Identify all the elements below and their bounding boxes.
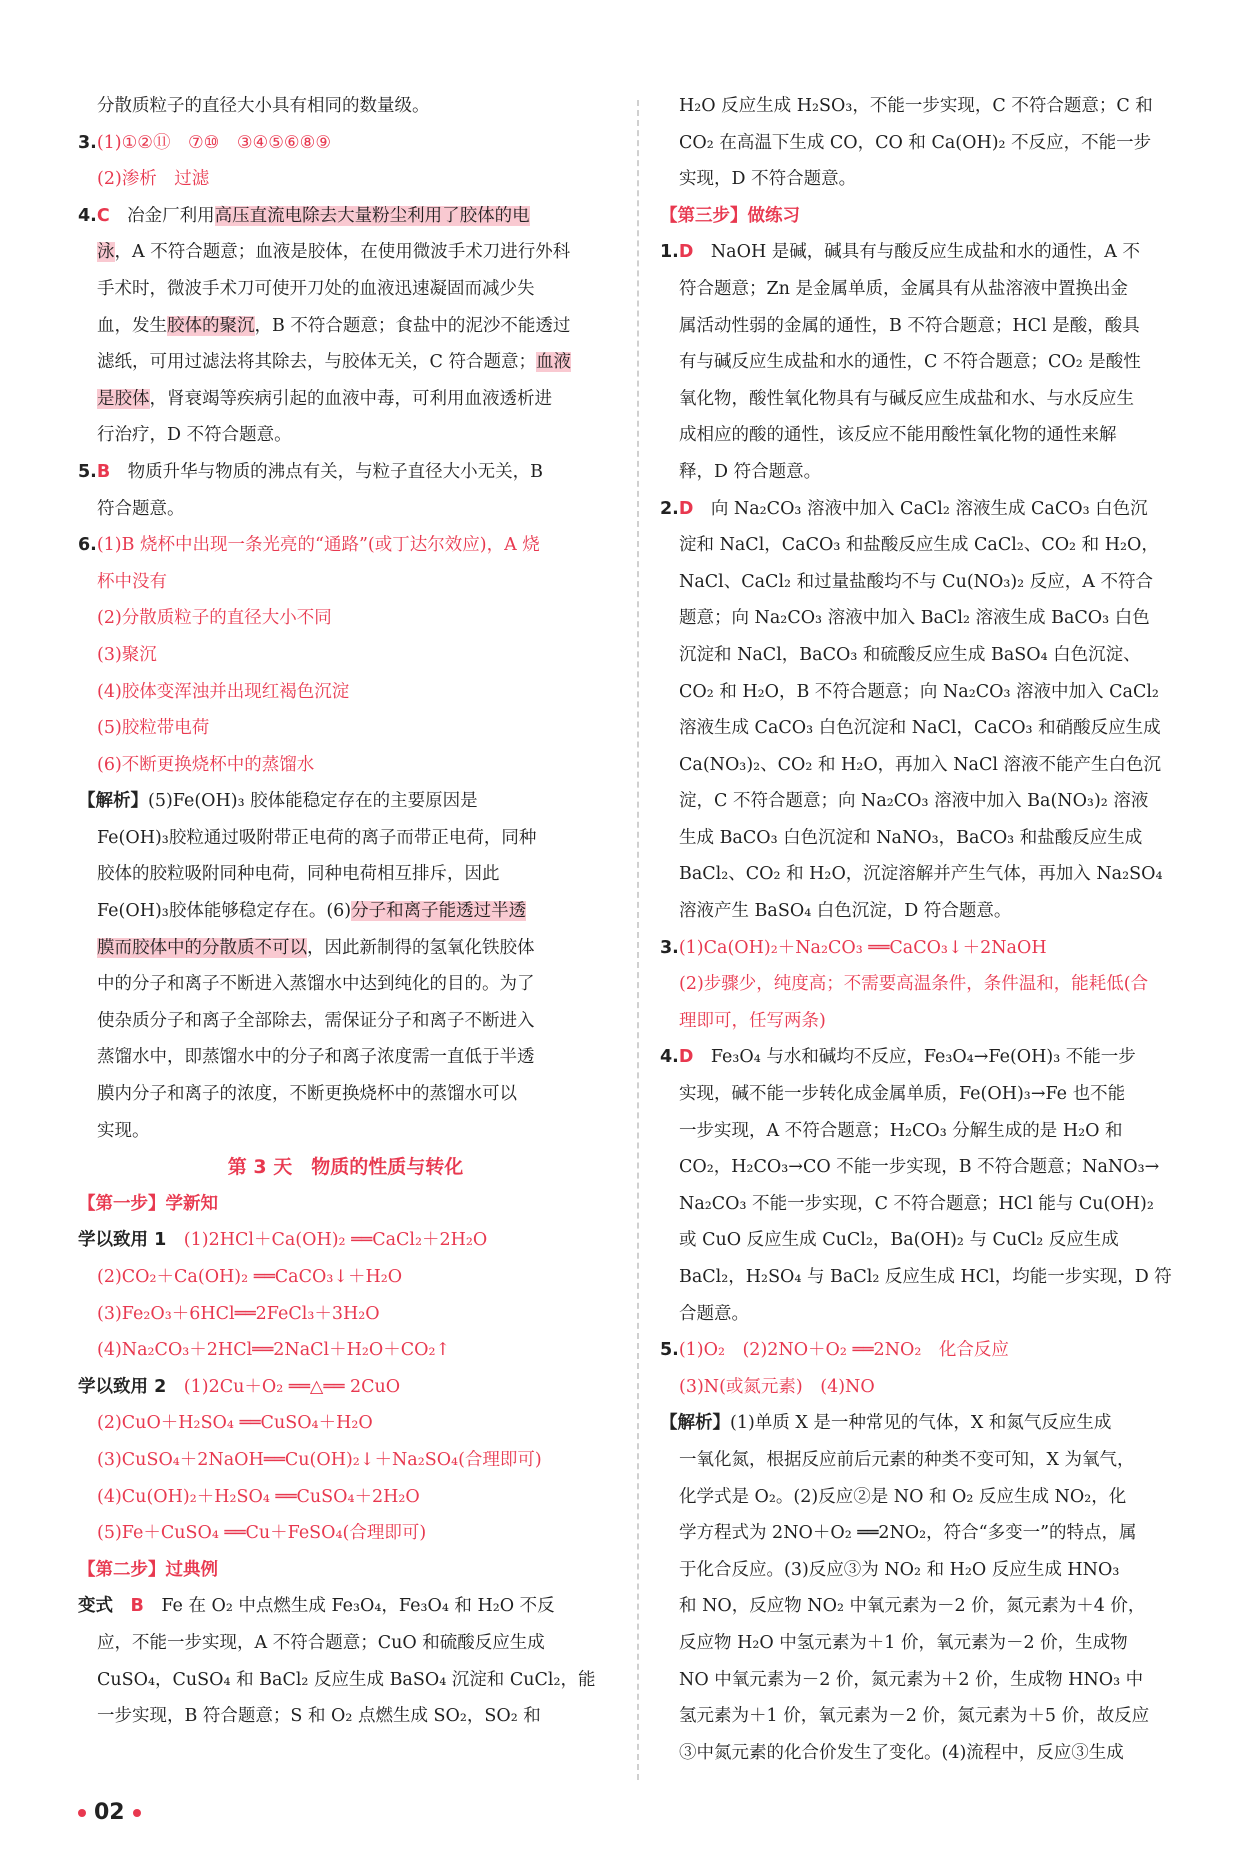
- right-column: [660, 88, 1200, 1771]
- text-line: [78, 1076, 613, 1113]
- text-line: [660, 966, 1200, 1003]
- exercise-label: 变式: [78, 1596, 113, 1617]
- text-line: [660, 381, 1200, 418]
- body-text: 有与碱反应生成盐和水的通性，C 不符合题意；CO₂ 是酸性: [679, 352, 1141, 373]
- body-text: Fe(OH)₃胶粒通过吸附带正电荷的离子而带正电荷，同种: [97, 827, 537, 848]
- text-line: [660, 564, 1200, 601]
- text-line: [78, 1003, 613, 1040]
- answer-text: (2)CO₂＋Ca(OH)₂ ══CaCO₃↓＋H₂O: [97, 1267, 403, 1287]
- answer-key: C: [96, 205, 110, 226]
- body-text: 学方程式为 2NO＋O₂ ══2NO₂，符合“多变一”的特点，属: [679, 1523, 1137, 1544]
- text-line: [660, 1735, 1200, 1772]
- text-line: [660, 88, 1200, 125]
- body-text: 或 CuO 反应生成 CuCl₂，Ba(OH)₂ 与 CuCl₂ 反应生成: [679, 1230, 1119, 1251]
- question-number: 5.: [78, 461, 97, 482]
- highlighted-text: 是胶体: [97, 388, 150, 409]
- body-text: ，因此新制得的氢氧化铁胶体: [307, 937, 535, 958]
- step-heading: 【第一步】学新知: [78, 1193, 218, 1214]
- text-line: [78, 1552, 613, 1589]
- body-text: 一步实现，B 符合题意；S 和 O₂ 点燃生成 SO₂，SO₂ 和: [97, 1706, 541, 1727]
- body-text: 实现。: [97, 1120, 150, 1141]
- question-number: 2.: [660, 498, 679, 519]
- text-line: [660, 1369, 1200, 1406]
- text-line: [78, 198, 613, 235]
- text-line: [660, 820, 1200, 857]
- text-line: [78, 1662, 613, 1699]
- text-line: [78, 820, 613, 857]
- text-line: [660, 1625, 1200, 1662]
- body-text: 中的分子和离子不断进入蒸馏水中达到纯化的目的。为了: [97, 974, 535, 995]
- text-line: [78, 893, 613, 930]
- text-line: [660, 125, 1200, 162]
- body-text: 应，不能一步实现，A 不符合题意；CuO 和硫酸反应生成: [97, 1632, 545, 1653]
- highlighted-text: 膜而胶体中的分散质不可以: [97, 937, 307, 958]
- body-text: 胶体的胶粒吸附同种电荷，同种电荷相互排斥，因此: [97, 864, 500, 885]
- body-text: 符合题意。: [97, 498, 185, 519]
- answer-text: (3)Fe₂O₃＋6HCl══2FeCl₃＋3H₂O: [97, 1303, 380, 1324]
- text-line: [78, 1149, 613, 1186]
- text-line: [78, 308, 613, 345]
- answer-text: (1)2HCl＋Ca(OH)₂ ══CaCl₂＋2H₂O: [166, 1230, 488, 1251]
- section-title: 第 3 天 物质的性质与转化: [227, 1156, 464, 1179]
- text-line: [660, 417, 1200, 454]
- highlighted-text: 胶体的聚沉: [167, 315, 255, 336]
- body-text: 题意；向 Na₂CO₃ 溶液中加入 BaCl₂ 溶液生成 BaCO₃ 白色: [679, 608, 1150, 629]
- body-text: CO₂，H₂CO₃→CO 不能一步实现，B 不符合题意；NaNO₃→: [679, 1157, 1160, 1178]
- text-line: [78, 710, 613, 747]
- question-number: 5.: [660, 1340, 679, 1361]
- exercise-label: 学以致用 2: [78, 1376, 167, 1397]
- body-text: 淀，C 不符合题意；向 Na₂CO₃ 溶液中加入 Ba(NO₃)₂ 溶液: [679, 791, 1149, 812]
- text-line: [78, 783, 613, 820]
- text-line: [660, 1479, 1200, 1516]
- text-line: [78, 1113, 613, 1150]
- text-line: [78, 600, 613, 637]
- body-text: (5)Fe(OH)₃ 胶体能稳定存在的主要原因是: [148, 791, 478, 812]
- exercise-label: 学以致用 1: [78, 1230, 167, 1251]
- body-text: CO₂ 在高温下生成 CO，CO 和 Ca(OH)₂ 不反应，不能一步: [679, 132, 1152, 153]
- answer-text: (1)B 烧杯中出现一条光亮的“通路”(或丁达尔效应)，A 烧: [96, 535, 540, 556]
- text-line: [660, 856, 1200, 893]
- text-line: [660, 1149, 1200, 1186]
- body-text: 溶液产生 BaSO₄ 白色沉淀，D 符合题意。: [679, 901, 1012, 922]
- body-text: 氢元素为＋1 价，氧元素为－2 价，氮元素为＋5 价，故反应: [679, 1706, 1150, 1727]
- text-line: [78, 271, 613, 308]
- body-text: 合题意。: [679, 1303, 749, 1324]
- answer-key: D: [678, 242, 694, 263]
- body-text: H₂O 反应生成 H₂SO₃，不能一步实现，C 不符合题意；C 和: [679, 96, 1153, 116]
- answer-text: (6)不断更换烧杯中的蒸馏水: [97, 754, 315, 775]
- text-line: [78, 1259, 613, 1296]
- text-line: [78, 637, 613, 674]
- text-line: [78, 1405, 613, 1442]
- body-text: BaCl₂，H₂SO₄ 与 BaCl₂ 反应生成 HCl，均能一步实现，D 符: [679, 1267, 1172, 1287]
- text-line: [78, 1296, 613, 1333]
- left-column: [78, 88, 613, 1735]
- text-line: [78, 1625, 613, 1662]
- question-number: 6.: [78, 535, 97, 556]
- body-text: 沉淀和 NaCl，BaCO₃ 和硫酸反应生成 BaSO₄ 白色沉淀、: [679, 644, 1141, 665]
- body-text: CuSO₄，CuSO₄ 和 BaCl₂ 反应生成 BaSO₄ 沉淀和 CuCl₂，能: [97, 1669, 596, 1690]
- answer-text: (2)步骤少，纯度高；不需要高温条件，条件温和，能耗低(合: [679, 974, 1149, 995]
- answer-text: (1)O₂ (2)2NO＋O₂ ══2NO₂ 化合反应: [678, 1340, 1009, 1361]
- answer-text: (1)①②⑪ ⑦⑩ ③④⑤⑥⑧⑨: [96, 132, 332, 153]
- body-text: 符合题意；Zn 是金属单质，金属具有从盐溶液中置换出金: [679, 278, 1128, 299]
- question-number: 3.: [660, 937, 679, 958]
- body-text: 一步实现，A 不符合题意；H₂CO₃ 分解生成的是 H₂O 和: [679, 1120, 1123, 1141]
- body-text: 一氧化氮，根据反应前后元素的种类不变可知，X 为氧气，: [679, 1449, 1135, 1470]
- text-line: [78, 454, 613, 491]
- text-line: [78, 1515, 613, 1552]
- text-line: [78, 381, 613, 418]
- body-text: CO₂ 和 H₂O，B 不符合题意；向 Na₂CO₃ 溶液中加入 CaCl₂: [679, 681, 1159, 702]
- text-line: [78, 1698, 613, 1735]
- body-text: 氧化物，酸性氧化物具有与碱反应生成盐和水、与水反应生: [679, 388, 1134, 409]
- answer-key: B: [113, 1596, 144, 1617]
- body-text: 属活动性弱的金属的通性，B 不符合题意；HCl 是酸，酸具: [679, 315, 1140, 336]
- question-number: 1.: [660, 242, 679, 263]
- body-text: Fe 在 O₂ 中点燃生成 Fe₃O₄，Fe₃O₄ 和 H₂O 不反: [143, 1596, 555, 1617]
- body-text: NaCl、CaCl₂ 和过量盐酸均不与 Cu(NO₃)₂ 反应，A 不符合: [679, 571, 1153, 592]
- body-text: 向 Na₂CO₃ 溶液中加入 CaCl₂ 溶液生成 CaCO₃ 白色沉: [693, 498, 1148, 519]
- body-text: 生成 BaCO₃ 白色沉淀和 NaNO₃，BaCO₃ 和盐酸反应生成: [679, 827, 1143, 848]
- body-text: 实现，碱不能一步转化成金属单质，Fe(OH)₃→Fe 也不能: [679, 1084, 1126, 1105]
- body-text: 滤纸，可用过滤法将其除去，与胶体无关，C 符合题意；: [97, 352, 536, 373]
- text-line: [78, 930, 613, 967]
- answer-text: (5)Fe＋CuSO₄ ══Cu＋FeSO₄(合理即可): [97, 1523, 427, 1544]
- text-line: [78, 674, 613, 711]
- body-text: 反应物 H₂O 中氢元素为＋1 价，氧元素为－2 价，生成物: [679, 1632, 1128, 1653]
- text-line: [78, 856, 613, 893]
- answer-text: (5)胶粒带电荷: [97, 718, 210, 739]
- body-text: ③中氮元素的化合价发生了变化。(4)流程中，反应③生成: [679, 1742, 1124, 1763]
- text-line: [78, 1222, 613, 1259]
- text-line: [660, 893, 1200, 930]
- text-line: [660, 454, 1200, 491]
- text-line: [660, 1442, 1200, 1479]
- body-text: Na₂CO₃ 不能一步实现，C 不符合题意；HCl 能与 Cu(OH)₂: [679, 1193, 1154, 1214]
- column-divider: [637, 100, 639, 1780]
- text-line: [660, 527, 1200, 564]
- text-line: [660, 1588, 1200, 1625]
- highlighted-text: 血液: [535, 352, 571, 373]
- text-line: [660, 1113, 1200, 1150]
- text-line: [660, 1259, 1200, 1296]
- body-text: 蒸馏水中，即蒸馏水中的分子和离子浓度需一直低于半透: [97, 1047, 535, 1068]
- body-text: ，肾衰竭等疾病引起的血液中毒，可利用血液透析进: [149, 388, 552, 409]
- text-line: [660, 1076, 1200, 1113]
- answer-text: (3)CuSO₄＋2NaOH══Cu(OH)₂↓＋Na₂SO₄(合理即可): [97, 1449, 542, 1470]
- text-line: [660, 710, 1200, 747]
- text-line: [660, 198, 1200, 235]
- text-line: [660, 1003, 1200, 1040]
- text-line: [78, 527, 613, 564]
- text-line: [660, 161, 1200, 198]
- bullet-dot-icon: [78, 1809, 86, 1817]
- body-text: 于化合反应。(3)反应③为 NO₂ 和 H₂O 反应生成 HNO₃: [679, 1559, 1120, 1580]
- answer-text: (4)Cu(OH)₂＋H₂SO₄ ══CuSO₄＋2H₂O: [97, 1486, 420, 1507]
- analysis-tag: 【解析】: [660, 1413, 730, 1434]
- body-text: 使杂质分子和离子全部除去，需保证分子和离子不断进入: [97, 1010, 535, 1031]
- answer-text: (4)Na₂CO₃＋2HCl══2NaCl＋H₂O＋CO₂↑: [97, 1340, 451, 1361]
- answer-text: (3)N(或氮元素) (4)NO: [679, 1376, 875, 1397]
- text-line: [660, 600, 1200, 637]
- text-line: [78, 161, 613, 198]
- answer-text: 杯中没有: [97, 571, 167, 592]
- text-line: [78, 1479, 613, 1516]
- text-line: [660, 344, 1200, 381]
- body-text: 溶液生成 CaCO₃ 白色沉淀和 NaCl，CaCO₃ 和硝酸反应生成: [679, 718, 1161, 739]
- text-line: [660, 308, 1200, 345]
- text-line: [660, 637, 1200, 674]
- text-line: [78, 491, 613, 528]
- page-footer: [70, 1800, 149, 1825]
- text-line: [660, 674, 1200, 711]
- text-line: [78, 1039, 613, 1076]
- text-line: [660, 1698, 1200, 1735]
- body-text: 释，D 符合题意。: [679, 461, 822, 482]
- analysis-tag: 【解析】: [78, 791, 148, 812]
- text-line: [78, 747, 613, 784]
- answer-text: (2)渗析 过滤: [97, 169, 210, 190]
- text-line: [660, 1515, 1200, 1552]
- text-line: [660, 930, 1200, 967]
- page-number: 02: [94, 1800, 125, 1825]
- body-text: 行治疗，D 不符合题意。: [97, 425, 292, 446]
- question-number: 4.: [78, 205, 97, 226]
- body-text: NO 中氧元素为－2 价，氮元素为＋2 价，生成物 HNO₃ 中: [679, 1669, 1144, 1690]
- text-line: [660, 491, 1200, 528]
- text-line: [660, 1186, 1200, 1223]
- text-line: [660, 1222, 1200, 1259]
- text-line: [660, 747, 1200, 784]
- text-line: [660, 1296, 1200, 1333]
- step-heading: 【第三步】做练习: [660, 205, 800, 226]
- answer-text: (4)胶体变浑浊并出现红褐色沉淀: [97, 681, 350, 702]
- text-line: [660, 271, 1200, 308]
- body-text: BaCl₂、CO₂ 和 H₂O，沉淀溶解并产生气体，再加入 Na₂SO₄: [679, 864, 1163, 885]
- answer-text: (3)聚沉: [97, 644, 157, 665]
- text-line: [660, 234, 1200, 271]
- body-text: 分散质粒子的直径大小具有相同的数量级。: [97, 96, 430, 116]
- body-text: 淀和 NaCl，CaCO₃ 和盐酸反应生成 CaCl₂、CO₂ 和 H₂O，: [679, 535, 1159, 556]
- body-text: (1)单质 X 是一种常见的气体，X 和氮气反应生成: [730, 1413, 1112, 1434]
- body-text: 和 NO，反应物 NO₂ 中氧元素为－2 价，氮元素为＋4 价，: [679, 1596, 1146, 1617]
- body-text: 手术时，微波手术刀可使开刀处的血液迅速凝固而减少失: [97, 278, 535, 299]
- text-line: [660, 1332, 1200, 1369]
- body-text: 血，发生: [97, 315, 167, 336]
- text-line: [78, 966, 613, 1003]
- text-line: [78, 1442, 613, 1479]
- highlighted-text: 高压直流电除去大量粉尘利用了胶体的电: [214, 205, 530, 226]
- text-line: [78, 417, 613, 454]
- body-text: 成相应的酸的通性，该反应不能用酸性氧化物的通性来解: [679, 425, 1117, 446]
- answer-key: B: [96, 461, 111, 482]
- text-line: [660, 1039, 1200, 1076]
- highlighted-text: 泳: [97, 242, 115, 263]
- text-line: [78, 1588, 613, 1625]
- text-line: [78, 1186, 613, 1223]
- body-text: 物质升华与物质的沸点有关，与粒子直径大小无关，B: [110, 461, 544, 482]
- answer-key: D: [678, 498, 694, 519]
- body-text: Fe(OH)₃胶体能够稳定存在。(6): [97, 901, 352, 922]
- body-text: ，A 不符合题意；血液是胶体，在使用微波手术刀进行外科: [114, 242, 571, 263]
- answer-text: (1)2Cu＋O₂ ══△══ 2CuO: [166, 1376, 401, 1397]
- text-line: [78, 234, 613, 271]
- answer-text: (2)分散质粒子的直径大小不同: [97, 608, 332, 629]
- text-line: [78, 1369, 613, 1406]
- body-text: Fe₃O₄ 与水和碱均不反应，Fe₃O₄→Fe(OH)₃ 不能一步: [693, 1047, 1136, 1068]
- text-line: [78, 564, 613, 601]
- answer-text: 理即可，任写两条): [679, 1010, 826, 1031]
- body-text: Ca(NO₃)₂、CO₂ 和 H₂O，再加入 NaCl 溶液不能产生白色沉: [679, 754, 1162, 775]
- bullet-dot-icon: [133, 1809, 141, 1817]
- text-line: [660, 783, 1200, 820]
- text-line: [660, 1405, 1200, 1442]
- text-line: [78, 125, 613, 162]
- text-line: [78, 88, 613, 125]
- answer-text: (2)CuO＋H₂SO₄ ══CuSO₄＋H₂O: [97, 1413, 373, 1434]
- text-line: [78, 1332, 613, 1369]
- body-text: NaOH 是碱，碱具有与酸反应生成盐和水的通性，A 不: [693, 242, 1140, 263]
- step-heading: 【第二步】过典例: [78, 1559, 218, 1580]
- body-text: ，B 不符合题意；食盐中的泥沙不能透过: [254, 315, 571, 336]
- answer-key: D: [678, 1047, 694, 1068]
- body-text: 膜内分子和离子的浓度，不断更换烧杯中的蒸馏水可以: [97, 1084, 517, 1105]
- body-text: 冶金厂利用: [109, 205, 215, 226]
- text-line: [660, 1662, 1200, 1699]
- highlighted-text: 分子和离子能透过半透: [351, 901, 527, 922]
- text-line: [660, 1552, 1200, 1589]
- question-number: 4.: [660, 1047, 679, 1068]
- question-number: 3.: [78, 132, 97, 153]
- body-text: 化学式是 O₂。(2)反应②是 NO 和 O₂ 反应生成 NO₂，化: [679, 1486, 1127, 1507]
- text-line: [78, 344, 613, 381]
- body-text: 实现，D 不符合题意。: [679, 169, 857, 190]
- answer-text: (1)Ca(OH)₂＋Na₂CO₃ ══CaCO₃↓＋2NaOH: [678, 937, 1047, 958]
